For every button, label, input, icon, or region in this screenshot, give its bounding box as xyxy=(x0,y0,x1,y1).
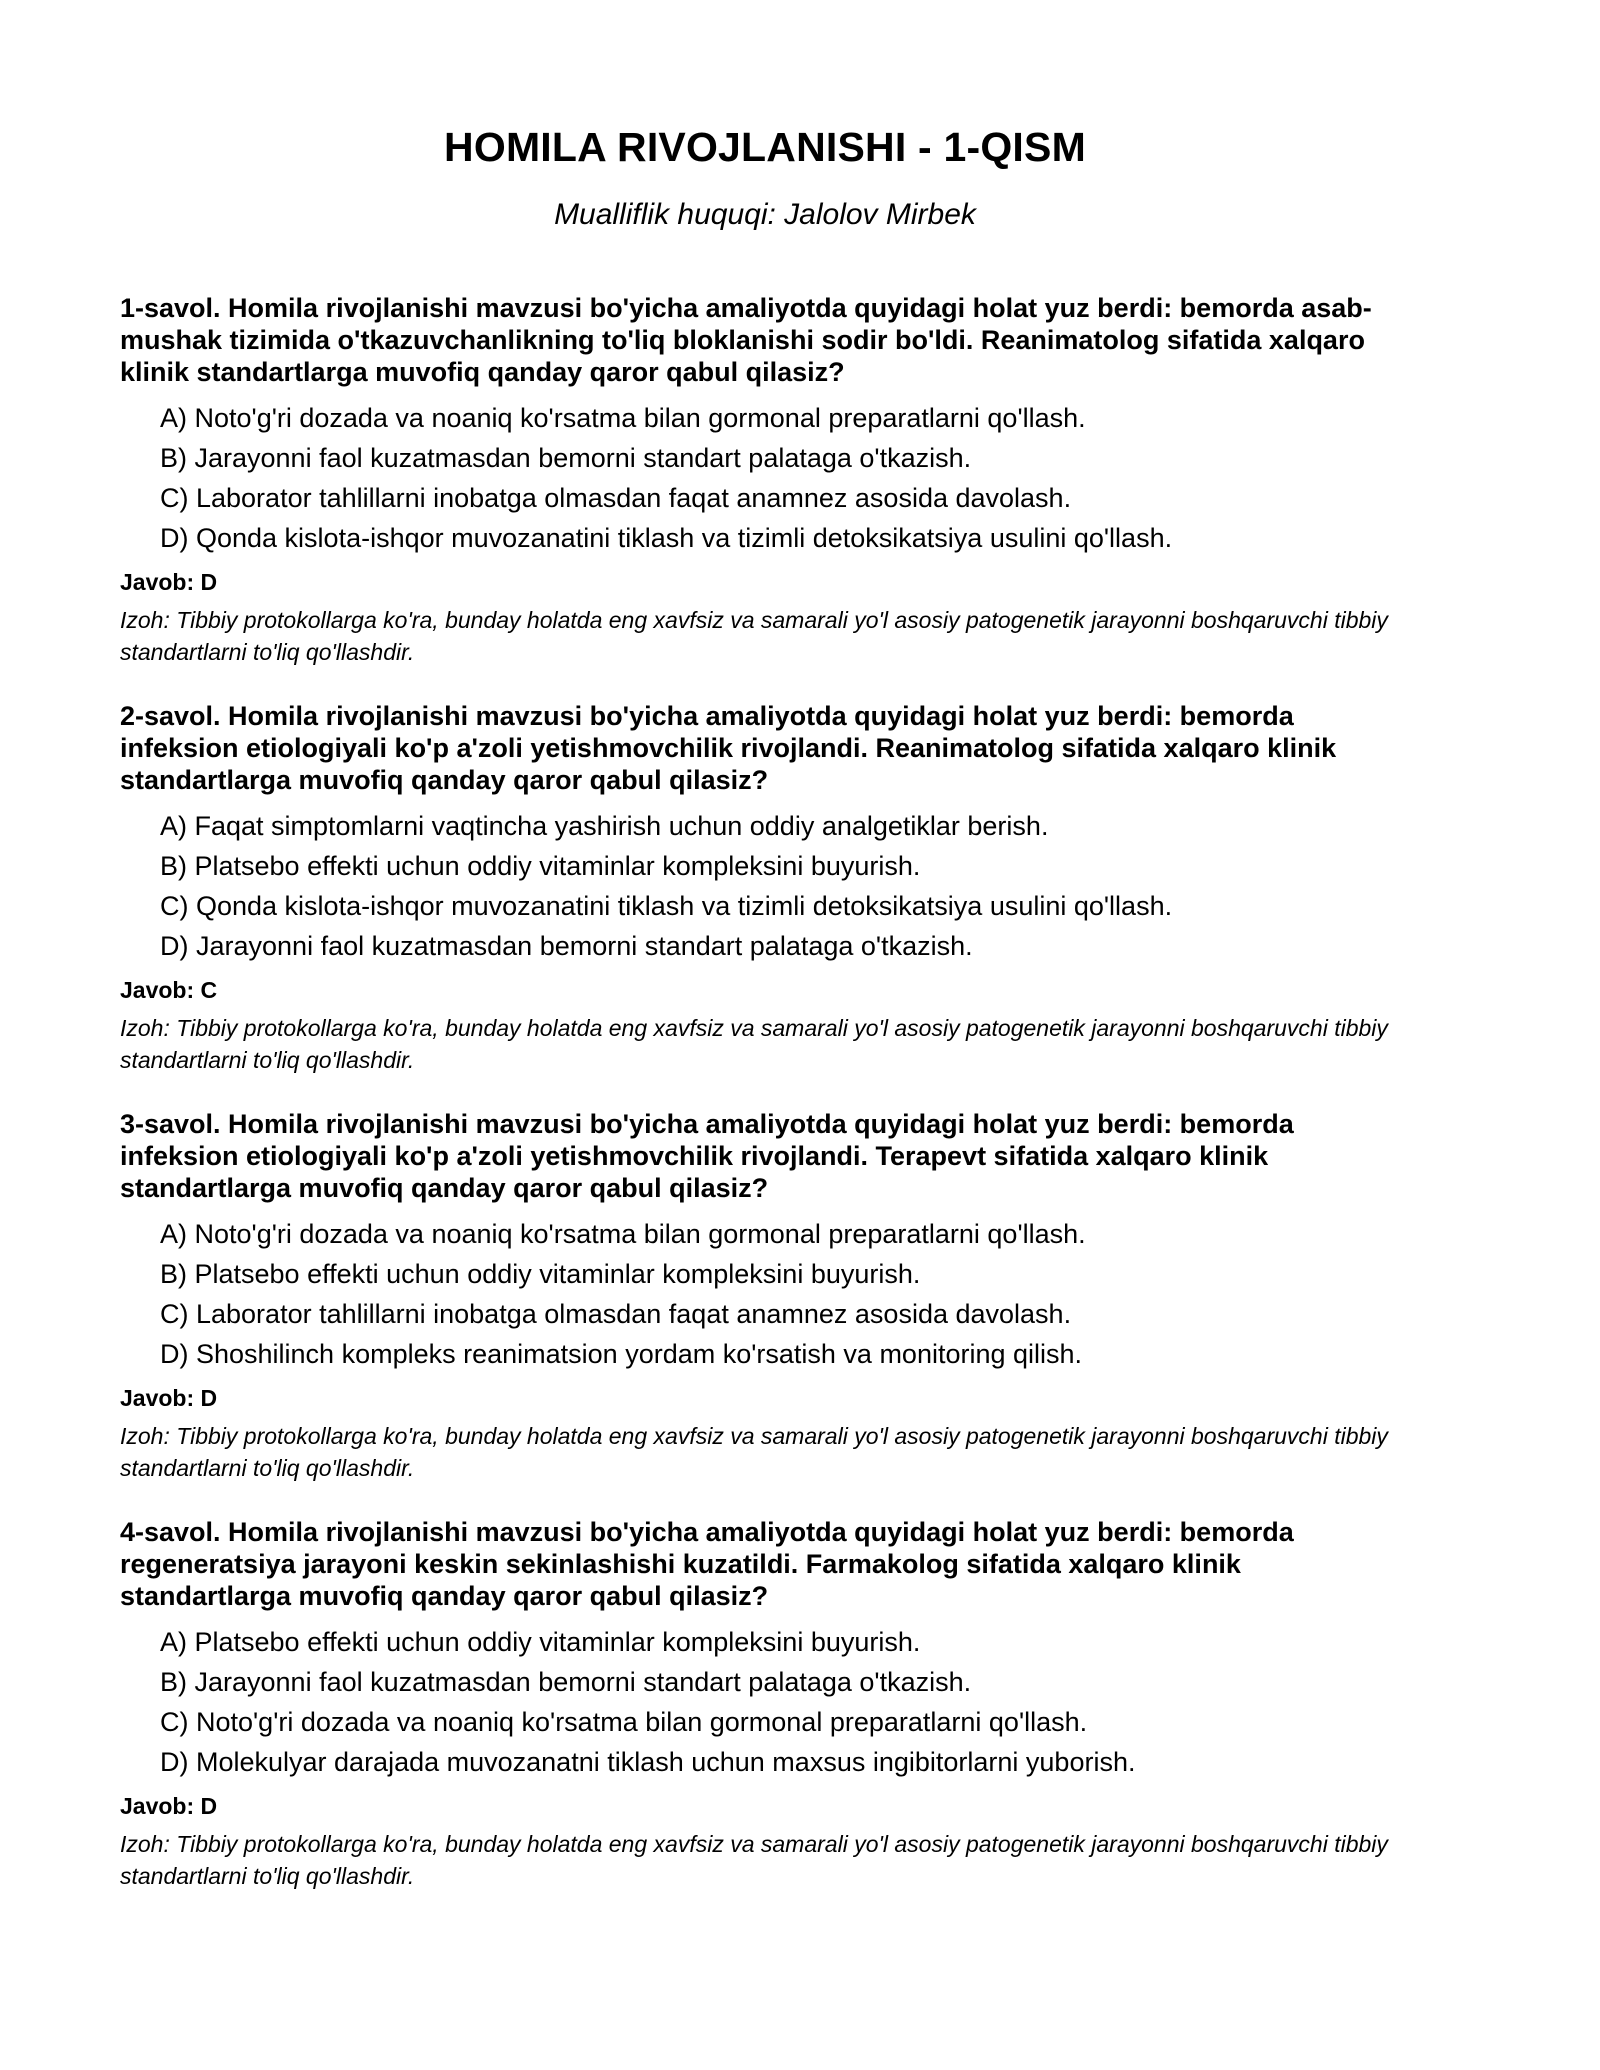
question-2 xyxy=(120,700,1410,1076)
document-page xyxy=(120,0,1410,1889)
question-text: 3-savol. Homila rivojlanishi mavzusi bo'yicha amaliyotda quyidagi holat yuz berdi: bemorda infeksion etiologiyali ko'p a'zoli yetishmovchilik rivojlandi. Terapevt sifatida xalqaro klinik standartlarga muvofiq qanday qaror qabul qilasiz? xyxy=(120,1109,1294,1203)
answer-options xyxy=(120,1214,1410,1374)
answer-options xyxy=(120,1622,1410,1782)
option-a: A) Noto'g'ri dozada va noaniq ko'rsatma bilan gormonal preparatlarni qo'llash. xyxy=(160,1219,1086,1249)
answer-options xyxy=(120,806,1410,966)
option-d: D) Shoshilinch kompleks reanimatsion yordam ko'rsatish va monitoring qilish. xyxy=(160,1339,1083,1369)
option-d: D) Qonda kislota-ishqor muvozanatini tiklash va tizimli detoksikatsiya usulini qo'llash. xyxy=(160,523,1173,553)
answer-options xyxy=(120,398,1410,558)
question-text: 4-savol. Homila rivojlanishi mavzusi bo'yicha amaliyotda quyidagi holat yuz berdi: bemorda regeneratsiya jarayoni keskin sekinlashishi kuzatildi. Farmakolog sifatida xalqaro klinik standartlarga muvofiq qanday qaror qabul qilasiz? xyxy=(120,1517,1294,1611)
question-4 xyxy=(120,1516,1410,1892)
option-c: C) Laborator tahlillarni inobatga olmasdan faqat anamnez asosida davolash. xyxy=(160,1299,1072,1329)
explanation: Izoh: Tibbiy protokollarga ko'ra, bunday holatda eng xavfsiz va samarali yo'l asosiy patogenetik jarayonni boshqaruvchi tibbiy standartlarni to'liq qo'llashdir. xyxy=(120,607,1388,665)
explanation: Izoh: Tibbiy protokollarga ko'ra, bunday holatda eng xavfsiz va samarali yo'l asosiy patogenetik jarayonni boshqaruvchi tibbiy standartlarni to'liq qo'llashdir. xyxy=(120,1831,1388,1889)
option-b: B) Platsebo effekti uchun oddiy vitaminlar kompleksini buyurish. xyxy=(160,851,921,881)
answer-key: Javob: C xyxy=(120,977,218,1003)
answer-key: Javob: D xyxy=(120,1385,218,1411)
question-3 xyxy=(120,1108,1410,1484)
document-title: HOMILA RIVOJLANISHI - 1-QISM xyxy=(444,124,1086,170)
question-text: 1-savol. Homila rivojlanishi mavzusi bo'yicha amaliyotda quyidagi holat yuz berdi: bemorda asab-mushak tizimida o'tkazuvchanlikning to'liq bloklanishi sodir bo'ldi. Reanimatolog sifatida xalqaro klinik standartlarga muvofiq qanday qaror qabul qilasiz? xyxy=(120,293,1372,387)
answer-key: Javob: D xyxy=(120,569,218,595)
option-b: B) Jarayonni faol kuzatmasdan bemorni standart palataga o'tkazish. xyxy=(160,1667,972,1697)
option-c: C) Noto'g'ri dozada va noaniq ko'rsatma bilan gormonal preparatlarni qo'llash. xyxy=(160,1707,1088,1737)
option-b: B) Platsebo effekti uchun oddiy vitaminlar kompleksini buyurish. xyxy=(160,1259,921,1289)
option-c: C) Laborator tahlillarni inobatga olmasdan faqat anamnez asosida davolash. xyxy=(160,483,1072,513)
option-d: D) Molekulyar darajada muvozanatni tiklash uchun maxsus ingibitorlarni yuborish. xyxy=(160,1747,1136,1777)
option-d: D) Jarayonni faol kuzatmasdan bemorni standart palataga o'tkazish. xyxy=(160,931,973,961)
option-b: B) Jarayonni faol kuzatmasdan bemorni standart palataga o'tkazish. xyxy=(160,443,972,473)
explanation: Izoh: Tibbiy protokollarga ko'ra, bunday holatda eng xavfsiz va samarali yo'l asosiy patogenetik jarayonni boshqaruvchi tibbiy standartlarni to'liq qo'llashdir. xyxy=(120,1423,1388,1481)
copyright-line: Mualliflik huquqi: Jalolov Mirbek xyxy=(554,198,976,231)
option-a: A) Platsebo effekti uchun oddiy vitaminlar kompleksini buyurish. xyxy=(160,1627,921,1657)
option-a: A) Faqat simptomlarni vaqtincha yashirish uchun oddiy analgetiklar berish. xyxy=(160,811,1049,841)
answer-key: Javob: D xyxy=(120,1793,218,1819)
explanation: Izoh: Tibbiy protokollarga ko'ra, bunday holatda eng xavfsiz va samarali yo'l asosiy patogenetik jarayonni boshqaruvchi tibbiy standartlarni to'liq qo'llashdir. xyxy=(120,1015,1388,1073)
option-a: A) Noto'g'ri dozada va noaniq ko'rsatma bilan gormonal preparatlarni qo'llash. xyxy=(160,403,1086,433)
question-text: 2-savol. Homila rivojlanishi mavzusi bo'yicha amaliyotda quyidagi holat yuz berdi: bemorda infeksion etiologiyali ko'p a'zoli yetishmovchilik rivojlandi. Reanimatolog sifatida xalqaro klinik standartlarga muvofiq qanday qaror qabul qilasiz? xyxy=(120,701,1337,795)
option-c: C) Qonda kislota-ishqor muvozanatini tiklash va tizimli detoksikatsiya usulini qo'llash. xyxy=(160,891,1173,921)
question-1 xyxy=(120,292,1410,668)
